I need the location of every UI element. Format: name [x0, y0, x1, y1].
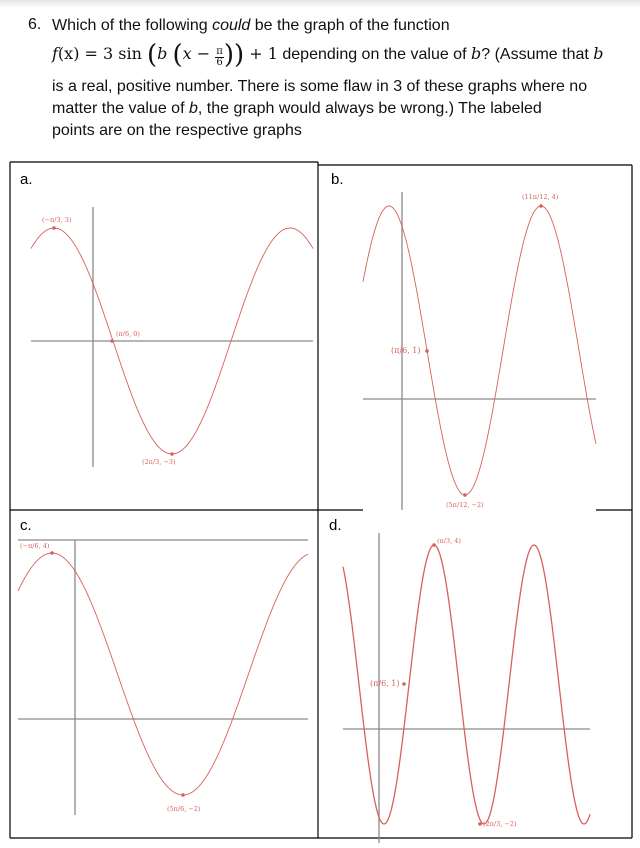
- graph-a-point: [170, 452, 174, 456]
- question-line-4: matter the value of b, the graph would always be wrong.) The labeled: [52, 100, 542, 117]
- graph-d-point: [432, 543, 436, 547]
- graph-a-label: a.: [20, 171, 33, 188]
- graph-a-point-label: (2π/3, −3): [142, 458, 176, 466]
- graph-b-label: b.: [331, 171, 344, 188]
- question-number: 6.: [28, 16, 42, 33]
- question-line-2: f(x) = 3 sin (b (x − $\frac{\pi}{6}$ )) + 1 depending on the value of b? (Assume that b: [52, 40, 604, 70]
- graph-c-label: c.: [20, 517, 32, 534]
- graph-d-point-label: (π/3, 4): [437, 537, 461, 545]
- graph-c-curve: [18, 553, 308, 795]
- graph-d-point: [478, 822, 482, 826]
- grid-borders: [10, 162, 632, 838]
- graph-d-point: [402, 682, 406, 686]
- graph-b-point-label: (π/6, 1): [391, 346, 421, 355]
- question-line-5: points are on the respective graphs: [52, 122, 302, 139]
- graph-a-point: [52, 226, 56, 230]
- graph-b-point: [463, 493, 467, 497]
- graph-b-point-label: (11π/12, 4): [522, 193, 559, 201]
- graph-c-point: [181, 793, 185, 797]
- graph-a-point: [110, 339, 114, 343]
- question-line-1: Which of the following could be the graph of the function: [52, 17, 450, 34]
- graph-d-point-label: (2π/3, −2): [483, 820, 517, 828]
- graph-c-point: [50, 551, 54, 555]
- function-formula: f(x) = 3 sin (b (x − $\frac{\pi}{6}$ )) + 1: [52, 40, 278, 70]
- graph-c-point-label: (−π/6, 4): [20, 542, 50, 550]
- graph-b-point-label: (5π/12, −2): [446, 501, 484, 509]
- graph-d-point-label: (π/6, 1): [370, 679, 400, 688]
- graph-a-point-label: (π/6, 0): [116, 330, 140, 338]
- graph-c-point-label: (5π/6, −2): [167, 805, 201, 813]
- question-line-3: is a real, positive number. There is some flaw in 3 of these graphs where no: [52, 78, 588, 95]
- graph-b-point: [425, 349, 429, 353]
- graph-b-point: [539, 204, 543, 208]
- graph-a-point-label: (−π/3, 3): [42, 216, 72, 224]
- graph-d-label: d.: [329, 517, 342, 534]
